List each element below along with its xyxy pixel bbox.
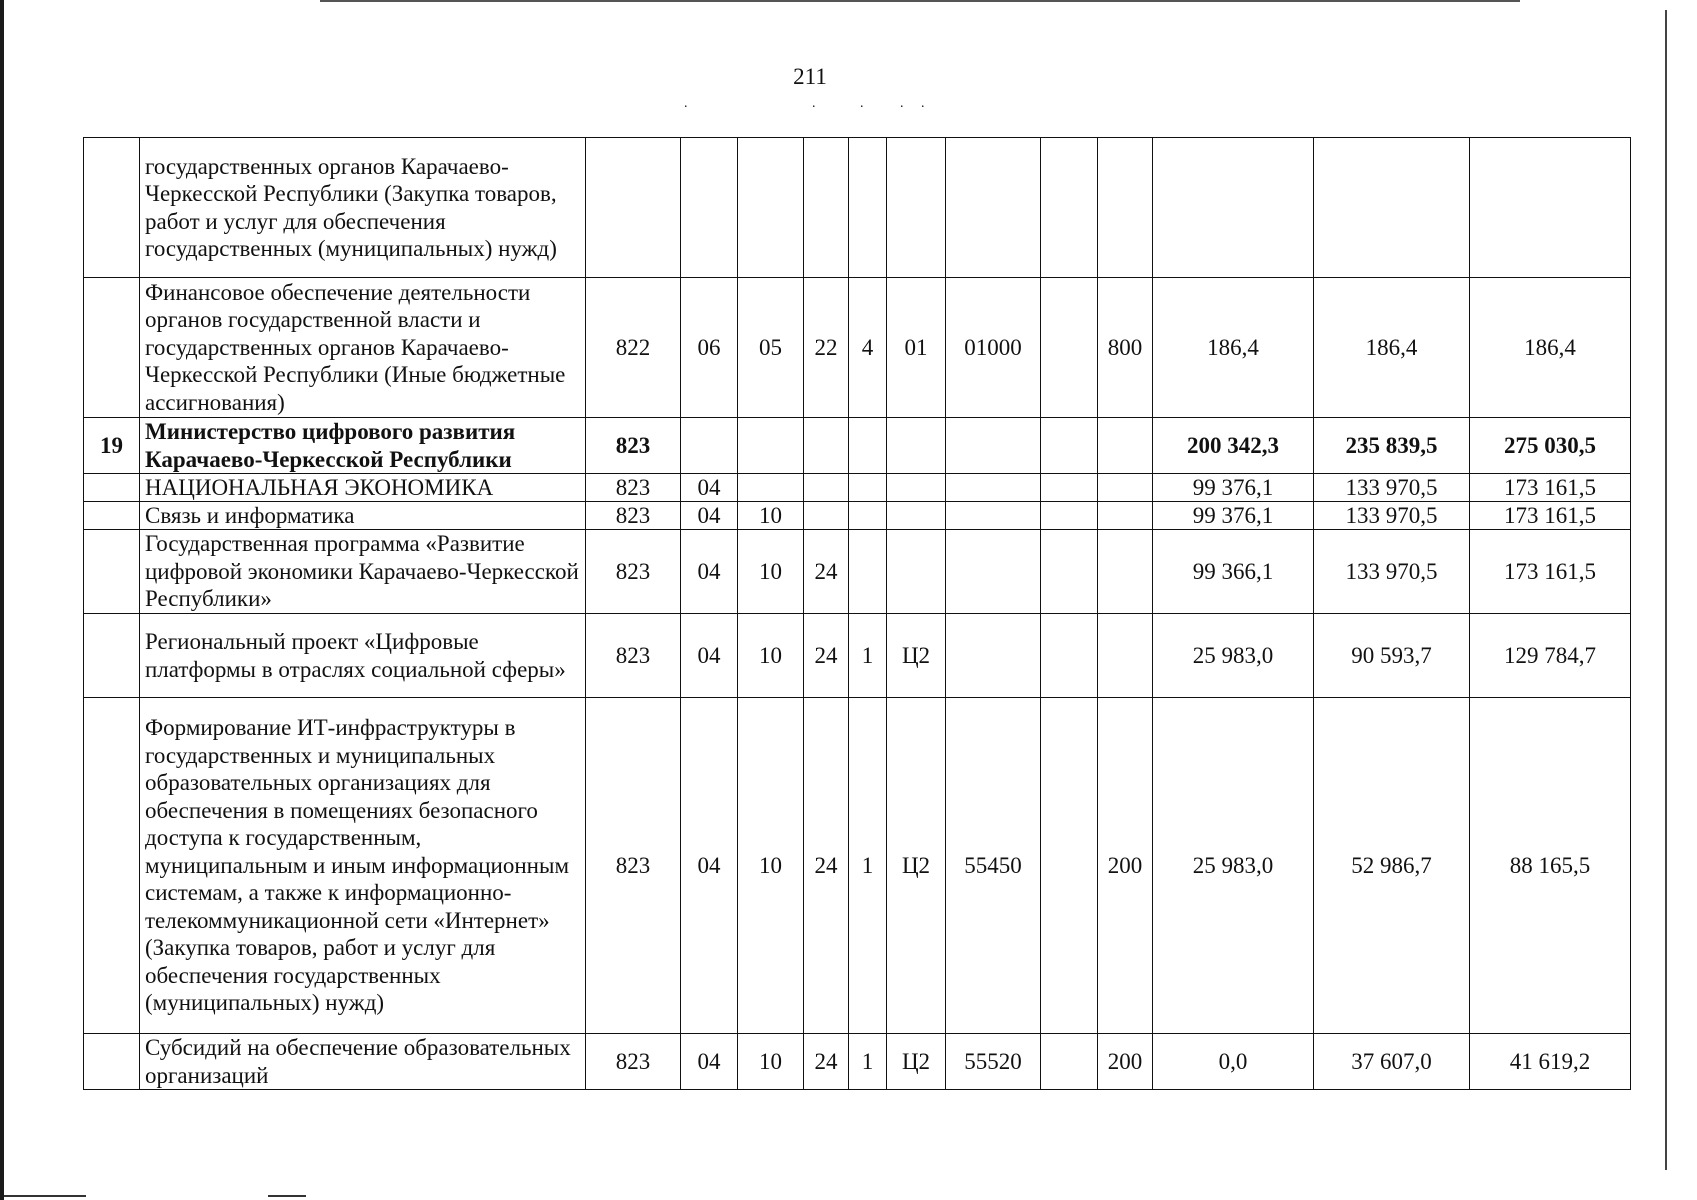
description-cell: НАЦИОНАЛЬНАЯ ЭКОНОМИКА bbox=[140, 474, 586, 502]
subsection-code-cell: 05 bbox=[738, 278, 804, 418]
description-cell: Связь и информатика bbox=[140, 502, 586, 530]
blank-code-cell bbox=[1041, 530, 1098, 614]
subsection-code-cell bbox=[738, 474, 804, 502]
blank-code-cell bbox=[1041, 138, 1098, 278]
ministry-code-cell bbox=[586, 138, 681, 278]
ministry-code-cell: 823 bbox=[586, 698, 681, 1034]
subprogram-code-cell bbox=[849, 138, 887, 278]
section-code-cell: 06 bbox=[681, 278, 738, 418]
ministry-code-cell: 823 bbox=[586, 474, 681, 502]
amount-year1-cell: 99 376,1 bbox=[1153, 474, 1314, 502]
amount-year2-cell: 133 970,5 bbox=[1314, 530, 1470, 614]
description-cell: Региональный проект «Цифровые платформы в отраслях социальной сферы» bbox=[140, 614, 586, 698]
blank-code-cell bbox=[1041, 474, 1098, 502]
section-code-cell: 04 bbox=[681, 698, 738, 1034]
event-code-cell bbox=[887, 138, 946, 278]
amount-year2-cell: 133 970,5 bbox=[1314, 502, 1470, 530]
program-code-cell: 24 bbox=[804, 614, 849, 698]
section-code-cell: 04 bbox=[681, 614, 738, 698]
amount-year2-cell: 133 970,5 bbox=[1314, 474, 1470, 502]
expense-type-cell bbox=[1098, 502, 1153, 530]
row-number-cell bbox=[84, 614, 140, 698]
row-number-cell bbox=[84, 502, 140, 530]
scan-speck: . bbox=[900, 96, 904, 111]
program-code-cell bbox=[804, 418, 849, 474]
section-code-cell bbox=[681, 138, 738, 278]
direction-code-cell bbox=[946, 474, 1041, 502]
row-number-cell bbox=[84, 530, 140, 614]
description-cell: Финансовое обеспечение деятельности органов государственной власти и государственных органов Карачаево-Черкесской Республики (Иные бюджетные ассигнования) bbox=[140, 278, 586, 418]
subprogram-code-cell bbox=[849, 474, 887, 502]
scan-edge-right bbox=[1665, 10, 1667, 1170]
table-row bbox=[84, 502, 1631, 530]
amount-year3-cell: 88 165,5 bbox=[1470, 698, 1631, 1034]
amount-year2-cell: 90 593,7 bbox=[1314, 614, 1470, 698]
amount-year1-cell: 25 983,0 bbox=[1153, 614, 1314, 698]
scan-edge-top bbox=[320, 0, 1520, 2]
blank-code-cell bbox=[1041, 502, 1098, 530]
program-code-cell bbox=[804, 138, 849, 278]
scan-edge-bottom bbox=[4, 1195, 86, 1197]
description-cell: Субсидий на обеспечение образовательных организаций bbox=[140, 1034, 586, 1090]
blank-code-cell bbox=[1041, 278, 1098, 418]
direction-code-cell: 01000 bbox=[946, 278, 1041, 418]
scan-speck: . bbox=[684, 96, 688, 111]
subsection-code-cell: 10 bbox=[738, 502, 804, 530]
subsection-code-cell: 10 bbox=[738, 530, 804, 614]
subsection-code-cell: 10 bbox=[738, 614, 804, 698]
amount-year2-cell bbox=[1314, 138, 1470, 278]
subprogram-code-cell bbox=[849, 418, 887, 474]
description-cell: Формирование ИТ-инфраструктуры в государственных и муниципальных образовательных организациях для обеспечения в помещениях безопасного доступа к государственным, муниципальным и иным информационным системам, а также к информационно-телекоммуникационной сети «Интернет» (Закупка товаров, работ и услуг для обеспечения государственных (муниципальных) нужд) bbox=[140, 698, 586, 1034]
ministry-code-cell: 823 bbox=[586, 418, 681, 474]
direction-code-cell: 55520 bbox=[946, 1034, 1041, 1090]
direction-code-cell bbox=[946, 614, 1041, 698]
direction-code-cell bbox=[946, 138, 1041, 278]
amount-year1-cell: 25 983,0 bbox=[1153, 698, 1314, 1034]
expense-type-cell bbox=[1098, 530, 1153, 614]
subsection-code-cell: 10 bbox=[738, 1034, 804, 1090]
amount-year1-cell bbox=[1153, 138, 1314, 278]
event-code-cell: Ц2 bbox=[887, 614, 946, 698]
amount-year3-cell: 173 161,5 bbox=[1470, 502, 1631, 530]
table-row bbox=[84, 138, 1631, 278]
expense-type-cell bbox=[1098, 138, 1153, 278]
event-code-cell bbox=[887, 502, 946, 530]
blank-code-cell bbox=[1041, 698, 1098, 1034]
section-code-cell: 04 bbox=[681, 502, 738, 530]
expense-type-cell bbox=[1098, 614, 1153, 698]
amount-year3-cell: 275 030,5 bbox=[1470, 418, 1631, 474]
description-cell: государственных органов Карачаево-Черкесской Республики (Закупка товаров, работ и услуг для обеспечения государственных (муниципальных) нужд) bbox=[140, 138, 586, 278]
program-code-cell: 22 bbox=[804, 278, 849, 418]
expense-type-cell bbox=[1098, 418, 1153, 474]
ministry-code-cell: 823 bbox=[586, 530, 681, 614]
expense-type-cell: 800 bbox=[1098, 278, 1153, 418]
event-code-cell: Ц2 bbox=[887, 698, 946, 1034]
expense-type-cell bbox=[1098, 474, 1153, 502]
ministry-code-cell: 823 bbox=[586, 614, 681, 698]
program-code-cell bbox=[804, 474, 849, 502]
expense-type-cell: 200 bbox=[1098, 698, 1153, 1034]
scan-edge-bottom bbox=[268, 1195, 306, 1197]
row-number-cell bbox=[84, 474, 140, 502]
row-number-cell bbox=[84, 278, 140, 418]
subsection-code-cell bbox=[738, 138, 804, 278]
amount-year3-cell: 173 161,5 bbox=[1470, 474, 1631, 502]
amount-year3-cell: 129 784,7 bbox=[1470, 614, 1631, 698]
table-row bbox=[84, 614, 1631, 698]
scan-speck: . bbox=[860, 96, 864, 111]
page-number: 211 bbox=[793, 64, 827, 89]
ministry-code-cell: 822 bbox=[586, 278, 681, 418]
program-code-cell: 24 bbox=[804, 1034, 849, 1090]
amount-year3-cell: 186,4 bbox=[1470, 278, 1631, 418]
table-row bbox=[84, 1034, 1631, 1090]
scan-edge-left bbox=[0, 0, 4, 1200]
event-code-cell bbox=[887, 530, 946, 614]
direction-code-cell: 55450 bbox=[946, 698, 1041, 1034]
blank-code-cell bbox=[1041, 418, 1098, 474]
scan-speck: . bbox=[921, 96, 925, 111]
section-code-cell: 04 bbox=[681, 1034, 738, 1090]
section-code-cell bbox=[681, 418, 738, 474]
table-row bbox=[84, 530, 1631, 614]
subprogram-code-cell bbox=[849, 530, 887, 614]
expense-type-cell: 200 bbox=[1098, 1034, 1153, 1090]
row-number-cell: 19 bbox=[84, 418, 140, 474]
subprogram-code-cell bbox=[849, 502, 887, 530]
table-row bbox=[84, 474, 1631, 502]
section-code-cell: 04 bbox=[681, 530, 738, 614]
section-code-cell: 04 bbox=[681, 474, 738, 502]
row-number-cell bbox=[84, 698, 140, 1034]
amount-year1-cell: 200 342,3 bbox=[1153, 418, 1314, 474]
program-code-cell: 24 bbox=[804, 530, 849, 614]
amount-year3-cell: 41 619,2 bbox=[1470, 1034, 1631, 1090]
direction-code-cell bbox=[946, 418, 1041, 474]
event-code-cell: 01 bbox=[887, 278, 946, 418]
budget-allocation-table bbox=[83, 137, 1631, 1090]
event-code-cell bbox=[887, 418, 946, 474]
description-cell: Государственная программа «Развитие цифровой экономики Карачаево-Черкесской Республики» bbox=[140, 530, 586, 614]
description-cell: Министерство цифрового развития Карачаево-Черкесской Республики bbox=[140, 418, 586, 474]
subsection-code-cell: 10 bbox=[738, 698, 804, 1034]
blank-code-cell bbox=[1041, 1034, 1098, 1090]
amount-year1-cell: 186,4 bbox=[1153, 278, 1314, 418]
amount-year3-cell bbox=[1470, 138, 1631, 278]
direction-code-cell bbox=[946, 530, 1041, 614]
scan-speck: . bbox=[812, 96, 816, 111]
amount-year1-cell: 99 366,1 bbox=[1153, 530, 1314, 614]
subprogram-code-cell: 1 bbox=[849, 614, 887, 698]
program-code-cell: 24 bbox=[804, 698, 849, 1034]
amount-year2-cell: 235 839,5 bbox=[1314, 418, 1470, 474]
amount-year2-cell: 37 607,0 bbox=[1314, 1034, 1470, 1090]
amount-year2-cell: 52 986,7 bbox=[1314, 698, 1470, 1034]
table-row bbox=[84, 278, 1631, 418]
direction-code-cell bbox=[946, 502, 1041, 530]
row-number-cell bbox=[84, 1034, 140, 1090]
subprogram-code-cell: 4 bbox=[849, 278, 887, 418]
amount-year2-cell: 186,4 bbox=[1314, 278, 1470, 418]
program-code-cell bbox=[804, 502, 849, 530]
table-row bbox=[84, 418, 1631, 474]
ministry-code-cell: 823 bbox=[586, 502, 681, 530]
row-number-cell bbox=[84, 138, 140, 278]
ministry-code-cell: 823 bbox=[586, 1034, 681, 1090]
event-code-cell: Ц2 bbox=[887, 1034, 946, 1090]
amount-year3-cell: 173 161,5 bbox=[1470, 530, 1631, 614]
table-row bbox=[84, 698, 1631, 1034]
subprogram-code-cell: 1 bbox=[849, 1034, 887, 1090]
amount-year1-cell: 99 376,1 bbox=[1153, 502, 1314, 530]
subprogram-code-cell: 1 bbox=[849, 698, 887, 1034]
amount-year1-cell: 0,0 bbox=[1153, 1034, 1314, 1090]
blank-code-cell bbox=[1041, 614, 1098, 698]
event-code-cell bbox=[887, 474, 946, 502]
subsection-code-cell bbox=[738, 418, 804, 474]
